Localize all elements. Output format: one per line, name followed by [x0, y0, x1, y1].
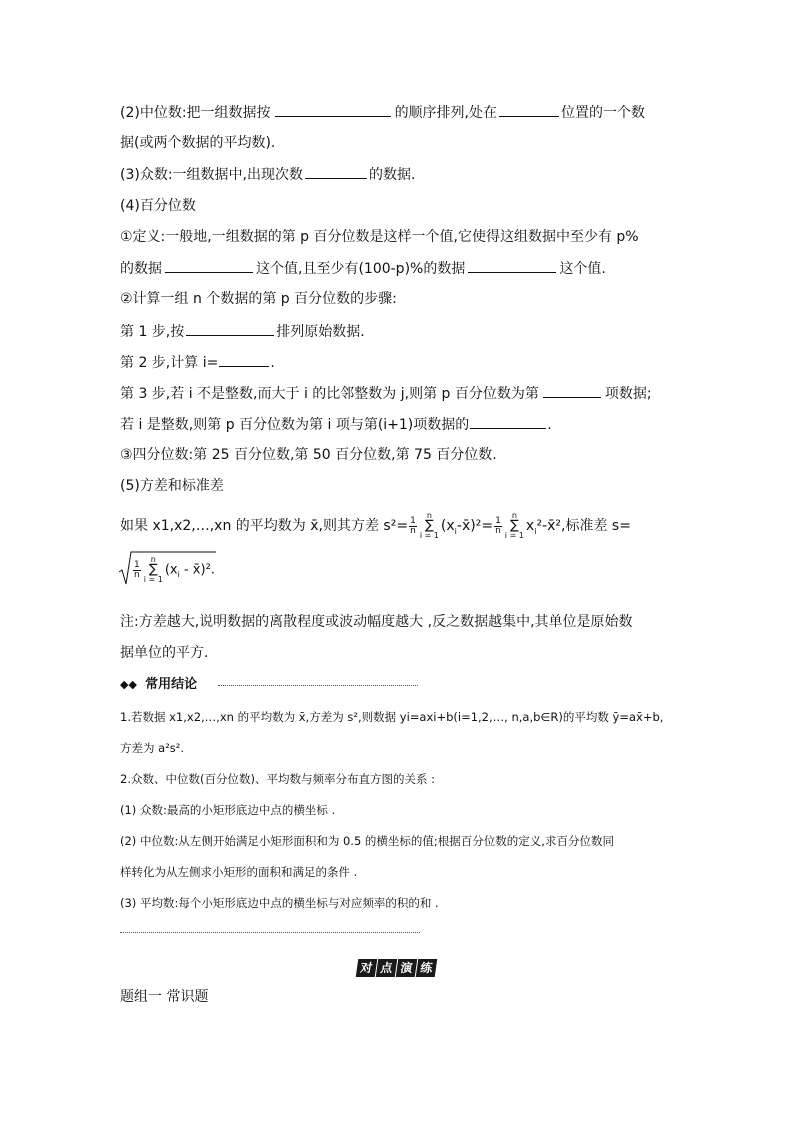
conclusion-2: 2.众数、中位数(百分位数)、平均数与频率分布直方图的关系 :: [120, 772, 435, 786]
item4-def-text-b: 的数据: [120, 261, 162, 277]
item4-step1: [120, 321, 365, 342]
item5-note-line2: 据单位的平方.: [120, 645, 209, 661]
fill-blank[interactable]: [186, 321, 274, 336]
step1-text-a: 第 1 步,按: [120, 324, 185, 340]
conclusion-2-1: (1) 众数:最高的小矩形底边中点的横坐标 .: [120, 803, 336, 817]
item4-def-line2: [120, 258, 606, 279]
step3-text-c: 若 i 是整数,则第 p 百分位数为第 i 项与第(i+1)项数据的: [120, 417, 470, 433]
fill-blank[interactable]: [275, 102, 391, 117]
diamond-icon: ◆◆: [120, 678, 137, 691]
item5-title: (5)方差和标准差: [120, 478, 224, 494]
fill-blank[interactable]: [165, 258, 253, 273]
item3-line: [120, 164, 415, 185]
formula-tail: ,标准差 s=: [561, 518, 631, 534]
item5-note-line1: 注:方差越大,说明数据的离散程度或波动幅度越大 ,反之数据越集中,其单位是原始数: [120, 614, 633, 630]
fraction-1-over-n: $\frac{1}{n}$: [410, 515, 416, 536]
step3-text-b: 项数据;: [604, 386, 652, 402]
formula-term: $x_i^2-x̄^2$: [525, 518, 561, 536]
step1-text-b: 排列原始数据.: [276, 324, 365, 340]
step2-text-a: 第 2 步,计算 i=: [120, 355, 219, 371]
item4-quartile: ③四分位数:第 25 百分位数,第 50 百分位数,第 75 百分位数.: [120, 447, 497, 463]
item3-text-a: (3)众数:一组数据中,出现次数: [120, 167, 303, 183]
fill-blank[interactable]: [305, 164, 367, 179]
fill-blank[interactable]: [219, 352, 269, 367]
step3-text-a: 第 3 步,若 i 不是整数,而大于 i 的比邻整数为 j,则第 p 百分位数为第: [120, 386, 539, 402]
item4-step2: [120, 352, 275, 373]
step2-text-b: .: [270, 355, 275, 371]
item4-title: (4)百分位数: [120, 198, 196, 214]
item2-line1: [120, 102, 645, 123]
practice-banner: [357, 957, 437, 977]
item2-text-c: 位置的一个数: [561, 105, 646, 121]
conclusion-1b: 方差为 a²s².: [120, 741, 185, 755]
fill-blank[interactable]: [468, 258, 556, 273]
conclusion-1a: 1.若数据 x1,x2,…,xn 的平均数为 x̄,方差为 s²,则数据 yi=axi+b(i=1,2,…, n,a,b∈R)的平均数 ȳ=ax̄+b,: [120, 710, 664, 724]
summation-icon: n ∑ i = 1: [419, 511, 439, 540]
item4-step3-line2: [120, 414, 552, 435]
item2-text-a: (2)中位数:把一组数据按: [120, 105, 271, 121]
dotted-divider: [218, 685, 418, 686]
fill-blank[interactable]: [499, 102, 559, 117]
conclusions-heading: [120, 676, 197, 694]
banner-char: 对: [356, 959, 378, 977]
item2-text-b: 的顺序排列,处在: [394, 105, 498, 121]
item3-text-b: 的数据.: [369, 167, 416, 183]
variance-formula-line: [120, 512, 631, 542]
item4-calc-title: ②计算一组 n 个数据的第 p 百分位数的步骤:: [120, 291, 397, 307]
step3-text-d: .: [547, 417, 552, 433]
fraction-1-over-n: $\frac{1}{n}$: [495, 515, 501, 536]
item4-step3-line1: [120, 383, 652, 404]
summation-icon: n ∑ i = 1: [504, 511, 524, 540]
banner-char: 点: [376, 959, 398, 977]
item4-def-text-d: 这个值.: [559, 261, 606, 277]
formula-term: $(x_i-x̄)^2=$: [440, 518, 494, 536]
conclusion-2-2a: (2) 中位数:从左侧开始满足小矩形面积和为 0.5 的横坐标的值;根据百分位数的定义,求百分位数同: [120, 834, 614, 848]
banner-char: 演: [396, 959, 418, 977]
fill-blank[interactable]: [543, 383, 601, 398]
item4-def-text-c: 这个值,且至少有(100-p)%的数据: [256, 261, 466, 277]
conclusion-2-3: (3) 平均数:每个小矩形底边中点的横坐标与对应频率的积的和 .: [120, 896, 439, 910]
banner-char: 练: [416, 959, 438, 977]
item2-line2: 据(或两个数据的平均数).: [120, 135, 276, 151]
conclusion-2-2b: 样转化为从左侧求小矩形的面积和满足的条件 .: [120, 865, 358, 879]
group-title: 题组一 常识题: [120, 989, 209, 1005]
fill-blank[interactable]: [470, 414, 546, 429]
item4-def-line1: ①定义:一般地,一组数据的第 p 百分位数是这样一个值,它使得这组数据中至少有 p%: [120, 229, 639, 245]
conclusions-heading-text: 常用结论: [145, 677, 198, 692]
dotted-divider: [120, 932, 420, 933]
formula-intro: 如果 x1,x2,…,xn 的平均数为 x̄,则其方差 s²=: [120, 518, 409, 534]
